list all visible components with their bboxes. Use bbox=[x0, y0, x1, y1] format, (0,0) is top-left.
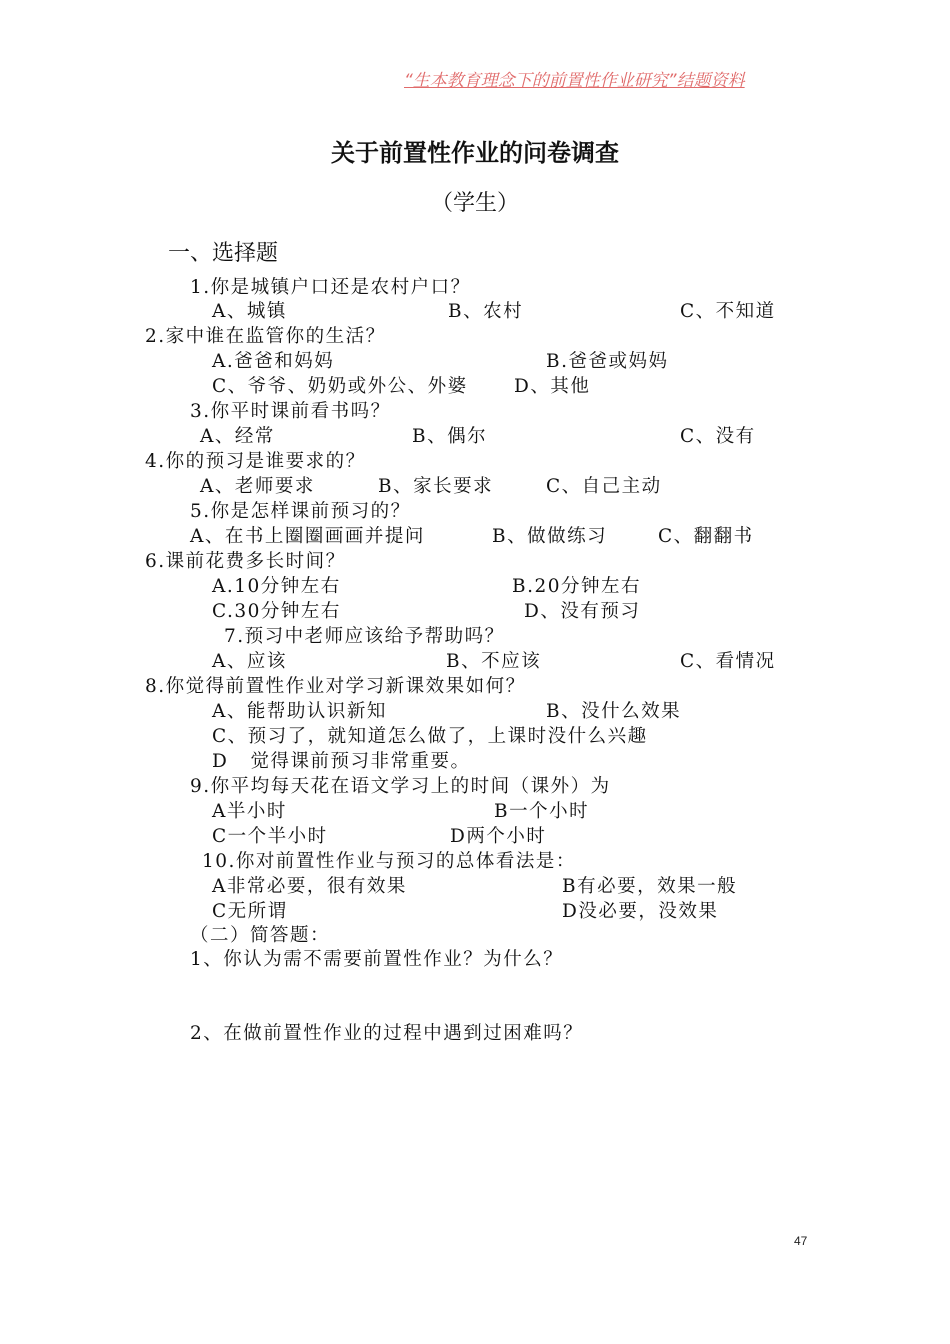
page-title: 关于前置性作业的问卷调查 bbox=[331, 139, 619, 167]
q1-option-b: B、农村 bbox=[448, 301, 524, 322]
q5-option-c: C、翻翻书 bbox=[658, 526, 754, 547]
q2-option-d: D、其他 bbox=[514, 376, 591, 397]
page-number: 47 bbox=[794, 1234, 808, 1248]
q8-option-d: D 觉得课前预习非常重要。 bbox=[212, 751, 471, 772]
q9-option-b: B一个小时 bbox=[494, 801, 590, 822]
q6-option-b: B.20分钟左右 bbox=[512, 576, 642, 597]
q10-option-d: D没必要，没效果 bbox=[562, 901, 719, 922]
q9-option-a: A半小时 bbox=[212, 801, 287, 822]
question-7: 7.预习中老师应该给予帮助吗？ bbox=[224, 626, 505, 647]
question-10: 10.你对前置性作业与预习的总体看法是： bbox=[202, 851, 576, 872]
question-6: 6.课前花费多长时间？ bbox=[145, 551, 346, 572]
q10-option-a: A非常必要，很有效果 bbox=[212, 876, 407, 897]
q6-option-c: C.30分钟左右 bbox=[212, 601, 341, 622]
q5-option-b: B、做做练习 bbox=[492, 526, 608, 547]
question-8: 8.你觉得前置性作业对学习新课效果如何？ bbox=[145, 676, 526, 697]
q2-option-a: A.爸爸和妈妈 bbox=[212, 351, 335, 372]
q10-option-b: B有必要，效果一般 bbox=[562, 876, 738, 897]
q8-option-c: C、预习了，就知道怎么做了，上课时没什么兴趣 bbox=[212, 726, 648, 747]
question-2: 2.家中谁在监管你的生活？ bbox=[145, 326, 386, 347]
q3-option-c: C、没有 bbox=[680, 426, 756, 447]
q4-option-c: C、自己主动 bbox=[546, 476, 662, 497]
q4-option-b: B、家长要求 bbox=[378, 476, 494, 497]
q10-option-c: C无所谓 bbox=[212, 901, 288, 922]
question-3: 3.你平时课前看书吗？ bbox=[190, 401, 391, 422]
q3-option-b: B、偶尔 bbox=[412, 426, 488, 447]
short-answer-2: 2、在做前置性作业的过程中遇到过困难吗？ bbox=[190, 1023, 584, 1044]
q1-option-a: A、城镇 bbox=[212, 301, 287, 322]
q7-option-c: C、看情况 bbox=[680, 651, 776, 672]
q1-option-c: C、不知道 bbox=[680, 301, 776, 322]
q8-option-b: B、没什么效果 bbox=[546, 701, 682, 722]
q2-option-c: C、爷爷、奶奶或外公、外婆 bbox=[212, 376, 468, 397]
q6-option-a: A.10分钟左右 bbox=[212, 576, 341, 597]
short-answer-1: 1、你认为需不需要前置性作业？为什么？ bbox=[190, 949, 564, 970]
q7-option-b: B、不应该 bbox=[446, 651, 542, 672]
question-9: 9.你平均每天花在语文学习上的时间（课外）为 bbox=[190, 776, 611, 797]
section-heading-short-answer: （二）简答题： bbox=[190, 925, 331, 946]
question-1: 1.你是城镇户口还是农村户口？ bbox=[190, 277, 471, 298]
q9-option-c: C一个半小时 bbox=[212, 826, 328, 847]
q6-option-d: D、没有预习 bbox=[524, 601, 641, 622]
question-4: 4.你的预习是谁要求的？ bbox=[145, 451, 366, 472]
page-subtitle: （学生） bbox=[430, 191, 519, 216]
section-heading-choice: 一、选择题 bbox=[168, 241, 279, 266]
q4-option-a: A、老师要求 bbox=[200, 476, 315, 497]
q9-option-d: D两个小时 bbox=[450, 826, 547, 847]
q8-option-a: A、能帮助认识新知 bbox=[212, 701, 387, 722]
q7-option-a: A、应该 bbox=[212, 651, 287, 672]
q2-option-b: B.爸爸或妈妈 bbox=[546, 351, 669, 372]
q5-option-a: A、在书上圈圈画画并提问 bbox=[190, 526, 425, 547]
running-header: “生本教育理念下的前置性作业研究”结题资料 bbox=[404, 71, 745, 91]
q3-option-a: A、经常 bbox=[200, 426, 275, 447]
question-5: 5.你是怎样课前预习的？ bbox=[190, 501, 411, 522]
